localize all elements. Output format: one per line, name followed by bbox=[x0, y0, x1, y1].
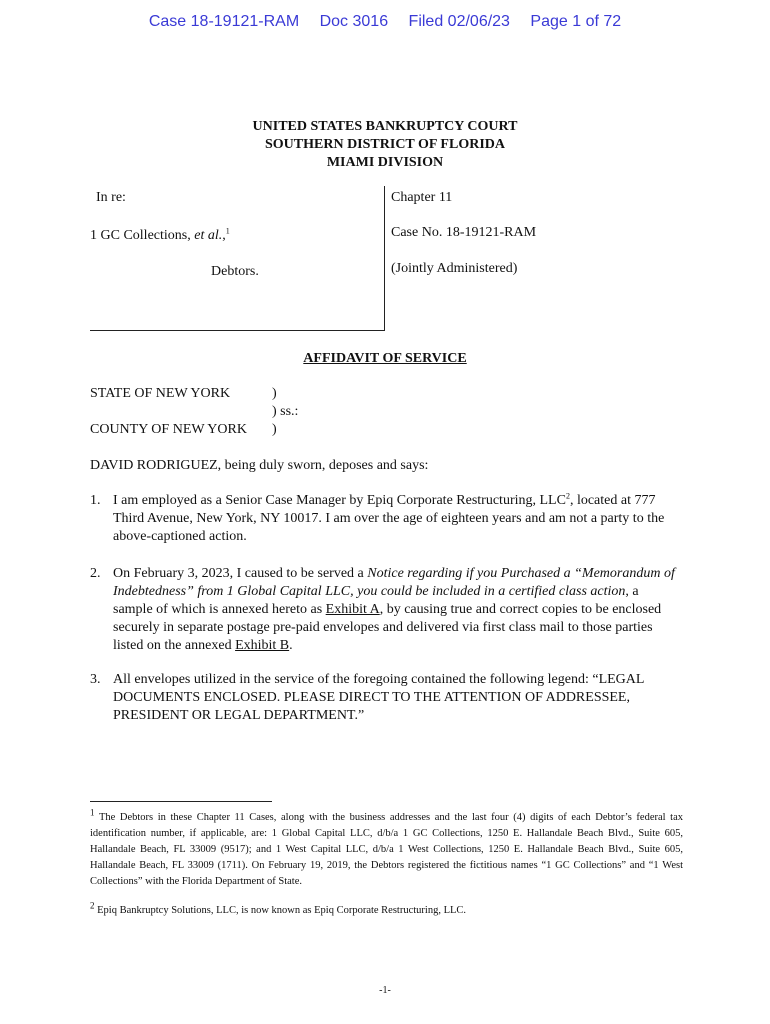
footnote-divider bbox=[90, 801, 272, 802]
footnote-2-number: 2 bbox=[90, 900, 95, 911]
paragraph-1-text-a: I am employed as a Senior Case Manager by Epiq Corporate Restructuring, LLC bbox=[113, 493, 566, 508]
paragraph-2-number: 2. bbox=[90, 566, 101, 581]
court-heading bbox=[0, 118, 770, 172]
filed-date-header: Filed 02/06/23 bbox=[408, 13, 510, 30]
case-number-header: Case 18-19121-RAM bbox=[148, 13, 300, 30]
court-division: MIAMI DIVISION bbox=[326, 155, 444, 170]
paragraph-3 bbox=[90, 671, 675, 725]
doc-number-header: Doc 3016 bbox=[319, 13, 389, 30]
paragraph-2-text-c: , by causing true and correct copies to be enclosed securely in separate postage pre-paid envelopes and delivered via first class mail to those parties listed on the annexed bbox=[113, 602, 662, 653]
venue-paren-1: ) bbox=[272, 386, 277, 401]
document-title: AFFIDAVIT OF SERVICE bbox=[303, 351, 467, 366]
debtors-label: Debtors. bbox=[211, 264, 259, 279]
exhibit-a-link: Exhibit A bbox=[325, 602, 380, 617]
caption-horizontal-rule bbox=[90, 330, 385, 331]
paragraph-3-text: All envelopes utilized in the service of the foregoing contained the following legend: “LEGAL DOCUMENTS ENCLOSED. PLEASE DIRECT TO THE ATTENTION OF ADDRESSEE, PRESIDENT OR LEGAL DEPARTMENT.” bbox=[113, 672, 644, 723]
paragraph-1-text-b: , located at 777 Third Avenue, New York, NY 10017. I am over the age of eighteen years and am not a party to the above-captioned action. bbox=[113, 493, 665, 544]
notice-title: Notice regarding if you Purchased a “Memorandum of Indebtedness” from 1 Global Capital LLC, you could be included in a certified class action bbox=[113, 566, 675, 599]
paragraph-1-text bbox=[113, 492, 675, 546]
footnote-2 bbox=[90, 900, 683, 919]
footnote-2-text: Epiq Bankruptcy Solutions, LLC, is now known as Epiq Corporate Restructuring, LLC. bbox=[97, 905, 467, 916]
paragraph-2-text-b: , a sample of which is annexed hereto as bbox=[113, 584, 639, 617]
debtor-suffix: , bbox=[222, 228, 226, 243]
in-re-label: In re: bbox=[96, 190, 126, 205]
jointly-administered: (Jointly Administered) bbox=[391, 261, 518, 276]
page-count-header: Page 1 of 72 bbox=[530, 13, 622, 30]
court-name: UNITED STATES BANKRUPTCY COURT bbox=[252, 119, 518, 134]
footnote-ref-2: 2 bbox=[565, 491, 570, 501]
paragraph-1-number: 1. bbox=[90, 493, 101, 508]
et-al: et al. bbox=[194, 228, 223, 243]
paragraph-2 bbox=[90, 565, 675, 655]
intro-statement: DAVID RODRIGUEZ, being duly sworn, deposes and says: bbox=[90, 458, 429, 473]
footnote-1-text: The Debtors in these Chapter 11 Cases, along with the business addresses and the last four (4) digits of each Debtor’s federal tax identification number, if applicable, are: 1 Global Capital LLC, d/b/a 1 GC Collections, 1250 E. Hallandale Beach Blvd., Suite 605, Hallandale Beach, FL 33009 (9517); and 1 West Capital LLC, d/b/a 1 West Collections, 1250 E. Hallandale Beach Blvd., Suite 605, Hallandale Beach, FL 33009 (1711). On February 19, 2019, the Debtors registered the fictitious names “1 GC Collections” and “1 West Collections” with the Florida Department of State. bbox=[90, 812, 683, 887]
chapter: Chapter 11 bbox=[391, 190, 453, 205]
exhibit-b-link: Exhibit B bbox=[235, 638, 290, 653]
footnote-1 bbox=[90, 807, 683, 890]
paragraph-3-number: 3. bbox=[90, 672, 101, 687]
venue-paren-3: ) bbox=[272, 422, 277, 437]
paragraph-2-text-d: . bbox=[289, 638, 293, 653]
venue-state: STATE OF NEW YORK bbox=[90, 386, 231, 401]
paragraph-2-text bbox=[113, 565, 675, 655]
footnote-1-number: 1 bbox=[90, 807, 95, 818]
venue-county: COUNTY OF NEW YORK bbox=[90, 422, 247, 437]
venue-ss: ) ss.: bbox=[272, 404, 299, 419]
caption-vertical-rule bbox=[384, 186, 385, 331]
case-number: Case No. 18-19121-RAM bbox=[391, 225, 537, 240]
debtor-name bbox=[90, 228, 230, 244]
paragraph-1 bbox=[90, 492, 675, 546]
court-district: SOUTHERN DISTRICT OF FLORIDA bbox=[265, 137, 505, 152]
debtor-name-text: 1 GC Collections, bbox=[90, 228, 195, 243]
footnote-ref-1: 1 bbox=[225, 226, 230, 236]
page-number: -1- bbox=[379, 985, 391, 996]
filing-header bbox=[0, 13, 770, 31]
paragraph-2-text-a: On February 3, 2023, I caused to be served a bbox=[113, 566, 368, 581]
